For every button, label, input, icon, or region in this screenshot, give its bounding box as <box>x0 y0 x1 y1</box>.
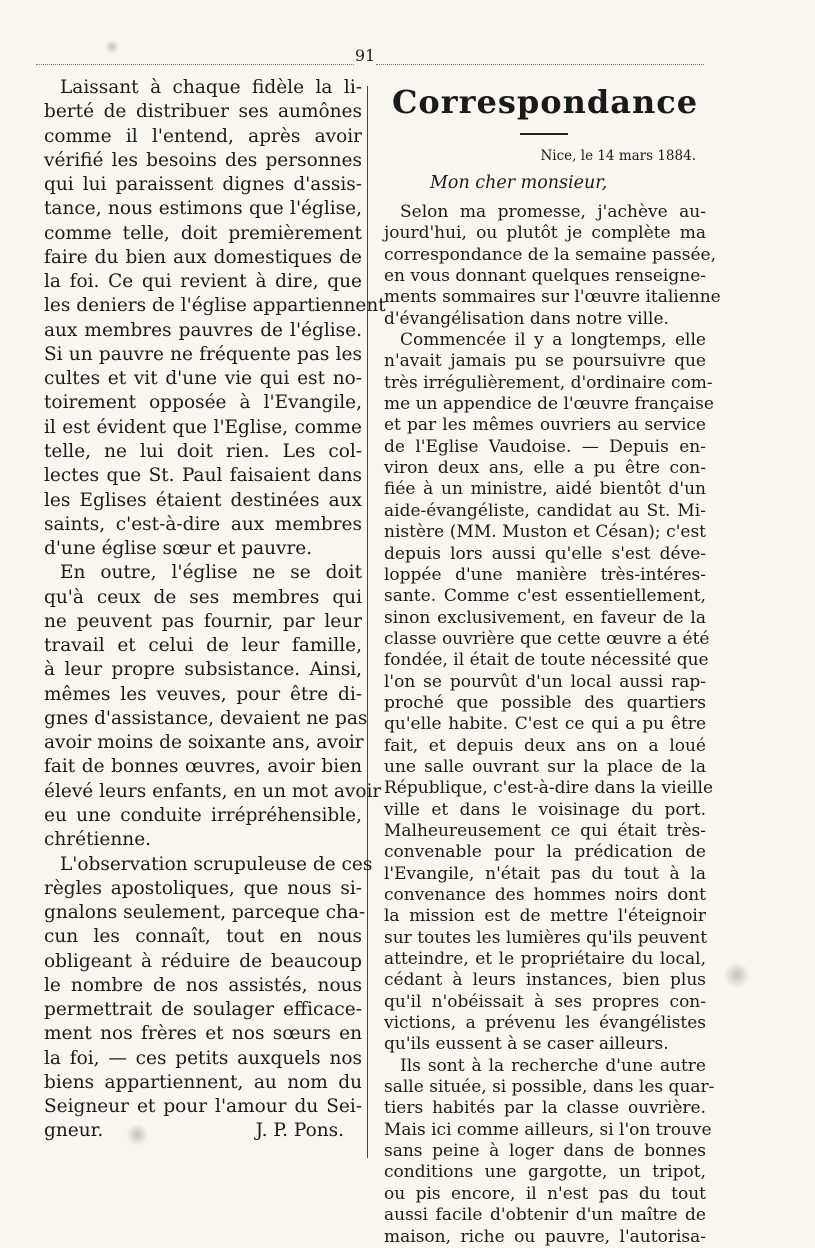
text-line: les deniers de l'église appartiennent <box>44 295 386 317</box>
text-line: ments sommaires sur l'œuvre italienne <box>384 287 721 308</box>
text-line: faire du bien aux domestiques de <box>44 246 362 268</box>
text-line: la foi, — ces petits auxquels nos <box>44 1047 362 1069</box>
text-line: gnalons seulement, parceque cha- <box>44 902 366 924</box>
text-line: ville et dans le voisinage du port. <box>384 799 706 820</box>
text-line: cédant à leurs instances, bien plus <box>384 970 706 991</box>
text-line: l'Evangile, n'était pas du tout à la <box>384 863 706 884</box>
speckle <box>724 962 750 988</box>
text-line: atteindre, et le propriétaire du local, <box>384 949 706 970</box>
text-line: proché que possible des quartiers <box>384 692 706 713</box>
text-line: République, c'est-à-dire dans la vieille <box>384 778 714 799</box>
text-line: biens appartiennent, au nom du <box>44 1071 362 1093</box>
author-signature: J. P. Pons. <box>255 1120 344 1142</box>
text-line: sinon exclusivement, en faveur de la <box>384 607 706 628</box>
right-column-letter <box>384 202 721 1248</box>
speckle <box>126 1124 148 1146</box>
text-line: Mais ici comme ailleurs, si l'on trouve <box>384 1119 712 1140</box>
text-line: une salle ouvrant sur la place de la <box>384 756 706 777</box>
text-line: avoir moins de soixante ans, avoir <box>44 732 364 754</box>
text-line: berté de distribuer ses aumônes <box>44 101 362 123</box>
text-line: qu'il n'obéissait à ses propres con- <box>384 991 706 1012</box>
text-line: L'observation scrupuleuse de ces <box>60 853 373 875</box>
speckle <box>105 40 119 54</box>
text-line: règles apostoliques, que nous si- <box>44 877 362 899</box>
text-line: et par les mêmes ouvriers au service <box>384 415 706 436</box>
text-line: convenable pour la prédication de <box>384 842 706 863</box>
text-line: comme il l'entend, après avoir <box>44 125 362 147</box>
text-line: le nombre de nos assistés, nous <box>44 974 362 996</box>
title-divider <box>520 133 568 135</box>
text-line: aide-évangéliste, candidat au St. Mi- <box>384 500 706 521</box>
text-line: aussi facile d'obtenir d'un maître de <box>384 1205 706 1226</box>
text-line: élevé leurs enfants, en un mot avoir <box>44 780 382 802</box>
text-line: n'avait jamais pu se poursuivre que <box>384 351 706 372</box>
text-line: conditions une gargotte, un tripot, <box>384 1162 706 1183</box>
text-line: nistère (MM. Muston et Césan); c'est <box>384 522 706 543</box>
text-line: ment nos frères et nos sœurs en <box>44 1023 362 1045</box>
text-line: jourd'hui, ou plutôt je complète ma <box>384 223 706 244</box>
text-line: qui lui paraissent dignes d'assis- <box>44 174 362 196</box>
text-line: très irrégulièrement, d'ordinaire com- <box>384 372 713 393</box>
text-line: aux membres pauvres de l'église. <box>44 319 362 341</box>
text-line: gnes d'assistance, devaient ne pas <box>44 707 368 729</box>
text-line: cultes et vit d'une vie qui est no- <box>44 368 362 390</box>
text-line: fiée à un ministre, aidé bientôt d'un <box>384 479 706 500</box>
header-rule-left <box>36 64 354 65</box>
text-line: Si un pauvre ne fréquente pas les <box>44 343 362 365</box>
text-line: permettrait de soulager efficace- <box>44 999 362 1021</box>
header-rule-right <box>376 64 704 65</box>
text-line: d'une église sœur et pauvre. <box>44 538 313 560</box>
letter-dateline: Nice, le 14 mars 1884. <box>540 148 696 164</box>
section-title: Correspondance <box>391 83 699 121</box>
text-line: Commencée il y a longtemps, elle <box>400 330 706 351</box>
text-line: vérifié les besoins des personnes <box>44 149 362 171</box>
text-line: ne peuvent pas fournir, par leur <box>44 610 362 632</box>
letter-salutation: Mon cher monsieur, <box>430 173 608 193</box>
text-line: sans peine à loger dans de bonnes <box>384 1141 706 1162</box>
text-line: classe ouvrière que cette œuvre a été <box>384 628 710 649</box>
text-line: qu'à ceux de ses membres qui <box>44 586 362 608</box>
text-line: Seigneur et pour l'amour du Sei- <box>44 1096 362 1118</box>
text-line: saints, c'est-à-dire aux membres <box>44 513 362 535</box>
text-line: telle, ne lui doit rien. Les col- <box>44 440 362 462</box>
column-divider <box>367 86 368 1158</box>
text-line: maison, riche ou pauvre, l'autorisa- <box>384 1226 706 1247</box>
text-line: sur toutes les lumières qu'ils peuvent <box>384 927 708 948</box>
left-column-article <box>44 76 386 1144</box>
text-line: travail et celui de leur famille, <box>44 635 362 657</box>
text-line: qu'ils eussent à se caser ailleurs. <box>384 1034 669 1055</box>
text-line: sante. Comme c'est essentiellement, <box>384 586 706 607</box>
text-line: la foi. Ce qui revient à dire, que <box>44 271 362 293</box>
text-line: qu'elle habite. C'est ce qui a pu être <box>384 714 706 735</box>
text-line: toirement opposée à l'Evangile, <box>44 392 362 414</box>
text-line: fait de bonnes œuvres, avoir bien <box>44 756 362 778</box>
text-line: de l'Eglise Vaudoise. — Depuis en- <box>384 436 706 457</box>
text-line: gneur. <box>44 1120 104 1142</box>
text-line: mêmes les veuves, pour être di- <box>44 683 362 705</box>
text-line: me un appendice de l'œuvre française <box>384 394 714 415</box>
text-line: correspondance de la semaine passée, <box>384 244 717 265</box>
text-line: Malheureusement ce qui était très- <box>384 820 706 841</box>
text-line: En outre, l'église ne se doit <box>60 562 362 584</box>
text-line: la mission est de mettre l'éteignoir <box>384 906 706 927</box>
text-line: cun les connaît, tout en nous <box>44 926 362 948</box>
text-line: obligeant à réduire de beaucoup <box>44 950 362 972</box>
text-line: les Eglises étaient destinées aux <box>44 489 362 511</box>
text-line: en vous donnant quelques renseigne- <box>384 266 707 287</box>
text-line: à leur propre subsistance. Ainsi, <box>44 659 362 681</box>
text-line: Selon ma promesse, j'achève au- <box>400 202 706 222</box>
text-line: d'évangélisation dans notre ville. <box>384 308 669 329</box>
text-line: depuis lors aussi qu'elle s'est déve- <box>384 543 706 564</box>
text-line: comme telle, doit premièrement <box>44 222 362 244</box>
text-line: eu une conduite irrépréhensible, <box>44 804 362 826</box>
text-line: chrétienne. <box>44 829 152 851</box>
text-line: Laissant à chaque fidèle la li- <box>60 77 362 98</box>
text-line: viron deux ans, elle a pu être con- <box>384 458 706 479</box>
text-line: convenance des hommes noirs dont <box>384 885 706 905</box>
text-line: fondée, il était de toute nécessité que <box>384 650 709 671</box>
text-line: ou pis encore, il n'est pas du tout <box>384 1183 706 1204</box>
text-line: salle située, si possible, dans les quar- <box>384 1077 715 1098</box>
text-line: tance, nous estimons que l'église, <box>44 198 362 220</box>
closing-line <box>44 1119 362 1143</box>
text-line: fait, et depuis deux ans on a loué <box>384 735 706 756</box>
text-line: Ils sont à la recherche d'une autre <box>400 1055 706 1076</box>
text-line: victions, a prévenu les évangélistes <box>384 1013 706 1034</box>
text-line: l'on se pourvût d'un local aussi rap- <box>384 671 706 692</box>
text-line: tiers habités par la classe ouvrière. <box>384 1098 706 1119</box>
text-line: lectes que St. Paul faisaient dans <box>44 465 362 487</box>
page-number: 91 <box>354 46 376 65</box>
text-line: il est évident que l'Eglise, comme <box>44 416 362 438</box>
text-line: loppée d'une manière très-intéres- <box>384 564 706 585</box>
